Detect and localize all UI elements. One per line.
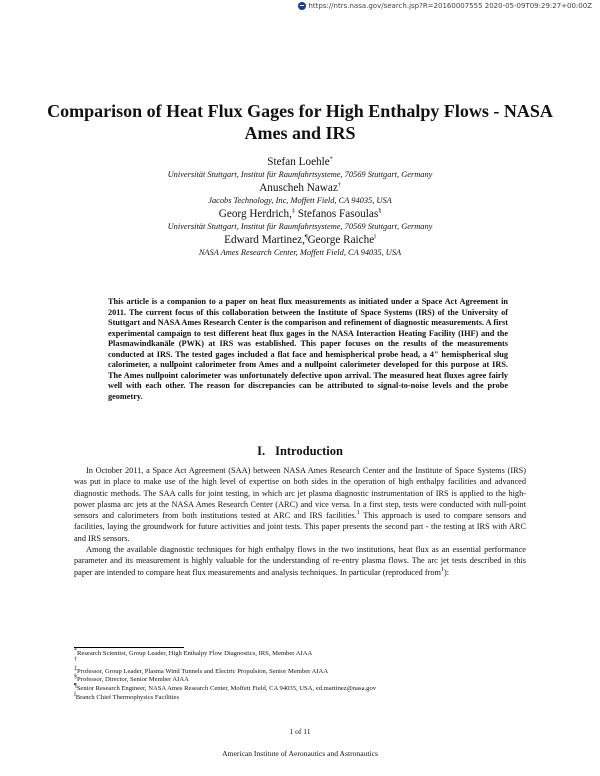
- author-affiliation: NASA Ames Research Center, Moffett Field, CA 94035, USA: [198, 248, 402, 257]
- author-block: [0, 155, 600, 259]
- ntrs-stamp-text: https://ntrs.nasa.gov/search.jsp?R=20160007555 2020-05-09T09:29:27+00:00Z: [308, 2, 592, 10]
- ntrs-stamp: [298, 2, 592, 10]
- abstract: This article is a companion to a paper on heat flux measurements as initiated under a Space Act Agreement in 2011. The current focus of this collaboration between the Institute of Space Systems (IRS) of the University of Stuttgart and NASA Ames Research Center is the comparison and refinement of diagnostic measurements. A first experimental campaign to test different heat flux gages in the NASA Interaction Heating Facility (IHF) and the Plasmawindkanäle (PWK) at IRS was established. This paper focuses on the results of the measurements conducted at IRS. The tested gages included a flat face and hemispherical probe head, a 4" hemispherical slug calorimeter, a nullpoint calorimeter from Ames and a nullpoint calorimeter developed for this purpose at IRS. The Ames nullpoint calorimeter was unfortunately defective upon arrival. The measured heat fluxes agree fairly well with each other. The reason for discrepancies can be attributed to signal-to-noise levels and the probe geometry.: [108, 297, 508, 401]
- ntrs-logo-icon: [298, 2, 306, 10]
- paragraph: Among the available diagnostic techniques for high enthalpy flows in the two institutions, heat flux as an essential performance parameter and its measurement is highly valuable for the understanding of re-entry plasma flows. The arc jet tests described in this paper are intended to compare heat flux measurements and analysis techniques. In particular (reproduced from$^1$):: [74, 545, 526, 577]
- footnote: §Professor, Director, Senior Member AIAA: [74, 674, 189, 684]
- footer-organization: American Institute of Aeronautics and Astronautics: [222, 749, 378, 758]
- paper-title: Comparison of Heat Flux Gages for High Enthalpy Flows - NASA Ames and IRS: [47, 101, 553, 143]
- section-title: Introduction: [275, 444, 343, 458]
- author-affiliation: Jacobs Technology, Inc, Moffett Field, CA 94035, USA: [208, 196, 392, 205]
- footnote-rule: [74, 647, 184, 648]
- body-text: [74, 465, 526, 578]
- page-footer: [0, 726, 600, 760]
- citation[interactable]: 1: [441, 566, 444, 573]
- footnote: †: [74, 656, 77, 663]
- author-name: Edward Martinez,¶George Raiche‖: [224, 234, 376, 246]
- footnote: ¶Senior Research Engineer, NASA Ames Research Center, Moffett Field, CA 94035, USA, ed.martinez@nasa.gov: [74, 683, 377, 693]
- paragraph: In October 2011, a Space Act Agreement (SAA) between NASA Ames Research Center and the Institute of Space Systems (IRS) was put in place to make use of the high level of expertise on both sides in the operation of high enthalpy facilities and advanced diagnostic methods. The SAA calls for joint testing, in which arc jet plasma diagnostic instrumentation of IRS is applied to the high-power plasma arc jets at the NASA Ames Research Center (ARC) and vice versa. In a first step, tests were conducted with null-point sensors and calorimeters from both institutions tested at ARC and IRS facilities.$^1$ This approach is used to compare sensors and facilities, laying the groundwork for future activities and joint tests. This paper presents the second part - the testing at IRS with ARC and IRS sensors.: [74, 466, 526, 543]
- author-name: Georg Herdrich,‡ Stefanos Fasoulas§: [218, 208, 382, 220]
- footnote: ‖Branch Chief Thermophysics Facilities: [74, 691, 180, 701]
- page-number: 1 of 11: [289, 727, 311, 736]
- footnote: *Research Scientist, Group Leader, High Enthalpy Flow Diagnostics, IRS, Member AIAA: [74, 647, 313, 657]
- author-name: Stefan Loehle*: [267, 156, 333, 168]
- section-heading: [0, 444, 600, 459]
- citation[interactable]: 1: [356, 510, 360, 517]
- author-affiliation: Universität Stuttgart, Institut für Raumfahrtsysteme, 70569 Stuttgart, Germany: [167, 222, 433, 231]
- footnotes: [74, 647, 534, 703]
- section-number: I.: [257, 444, 266, 458]
- author-affiliation: Universität Stuttgart, Institut für Raumfahrtsysteme, 70569 Stuttgart, Germany: [167, 170, 433, 179]
- footnote: ‡Professor, Group Leader, Plasma Wind Tunnels and Electric Propulsion, Senior Member AIAA: [74, 665, 329, 675]
- author-name: Anuscheh Nawaz†: [259, 182, 341, 194]
